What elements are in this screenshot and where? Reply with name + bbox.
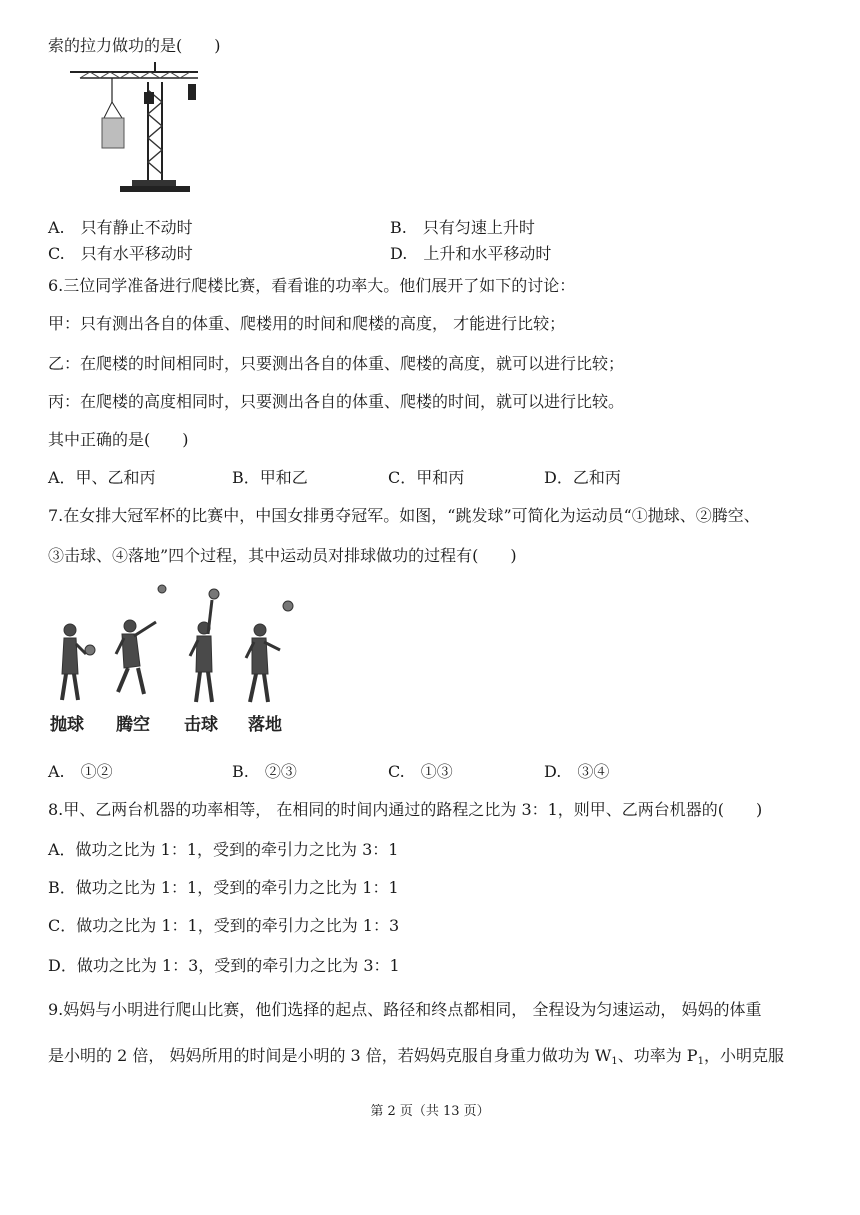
q9-line2-post: ，小明克服	[703, 1046, 784, 1065]
q7-option-c: C. ①③	[388, 762, 453, 781]
q6-option-b: B．甲和乙	[232, 468, 308, 487]
q8-stem: 8.甲、乙两台机器的功率相等， 在相同的时间内通过的路程之比为 3：1，则甲、乙两台机器的( )	[48, 800, 763, 819]
q6-stem: 6.三位同学准备进行爬楼比赛，看看谁的功率大。他们展开了如下的讨论：	[48, 276, 576, 295]
q6-ask: 其中正确的是( )	[48, 430, 189, 449]
q6-option-c: C．甲和丙	[388, 468, 465, 487]
q5-option-b: B. 只有匀速上升时	[390, 218, 535, 237]
q9-sub-w: 1	[611, 1056, 618, 1067]
caption-land: 落地	[248, 715, 282, 735]
crane-figure	[70, 62, 210, 202]
caption-hit: 击球	[184, 715, 218, 735]
q9-line2-mid: 、功率为 P	[617, 1046, 698, 1065]
caption-toss: 抛球	[50, 715, 84, 735]
q8-option-d: D．做功之比为 1：3，受到的牵引力之比为 3：1	[48, 956, 400, 975]
q8-option-b: B．做功之比为 1：1，受到的牵引力之比为 1：1	[48, 878, 399, 897]
q6-statement-bing: 丙：在爬楼的高度相同时，只要测出各自的体重、爬楼的时间，就可以进行比较。	[48, 392, 625, 411]
q5-option-a: A. 只有静止不动时	[48, 218, 193, 237]
q7-stem-line2: ③击球、④落地”四个过程，其中运动员对排球做功的过程有( )	[48, 546, 517, 565]
q6-statement-jia: 甲：只有测出各自的体重、爬楼用的时间和爬楼的高度， 才能进行比较；	[48, 314, 566, 333]
q6-statement-yi: 乙：在爬楼的时间相同时，只要测出各自的体重、爬楼的高度，就可以进行比较；	[48, 354, 625, 373]
q9-sub-p: 1	[697, 1056, 704, 1067]
q9-line1: 9.妈妈与小明进行爬山比赛，他们选择的起点、路径和终点都相同， 全程设为匀速运动， 妈妈的体重	[48, 1000, 762, 1019]
volleyball-serve-figure	[44, 584, 304, 744]
q5-option-d: D. 上升和水平移动时	[390, 244, 552, 263]
q7-option-b: B. ②③	[232, 762, 297, 781]
q6-option-d: D．乙和丙	[544, 468, 621, 487]
q5-stem-tail: 索的拉力做功的是( )	[48, 36, 221, 55]
q8-option-a: A．做功之比为 1：1，受到的牵引力之比为 3：1	[48, 840, 399, 859]
q7-option-d: D. ③④	[544, 762, 610, 781]
q9-line2	[48, 1046, 784, 1072]
q9-line2-pre: 是小明的 2 倍， 妈妈所用的时间是小明的 3 倍，若妈妈克服自身重力做功为 W	[48, 1046, 612, 1065]
q7-stem-line1: 7.在女排大冠军杯的比赛中，中国女排勇夺冠军。如图，“跳发球”可简化为运动员“①抛球、②腾空、	[48, 506, 760, 525]
caption-jump: 腾空	[116, 715, 150, 735]
q7-option-a: A. ①②	[48, 762, 113, 781]
q8-option-c: C．做功之比为 1：1，受到的牵引力之比为 1：3	[48, 916, 400, 935]
q5-option-c: C. 只有水平移动时	[48, 244, 193, 263]
q6-option-a: A．甲、乙和丙	[48, 468, 156, 487]
page-footer: 第 2 页（共 13 页）	[370, 1104, 490, 1119]
